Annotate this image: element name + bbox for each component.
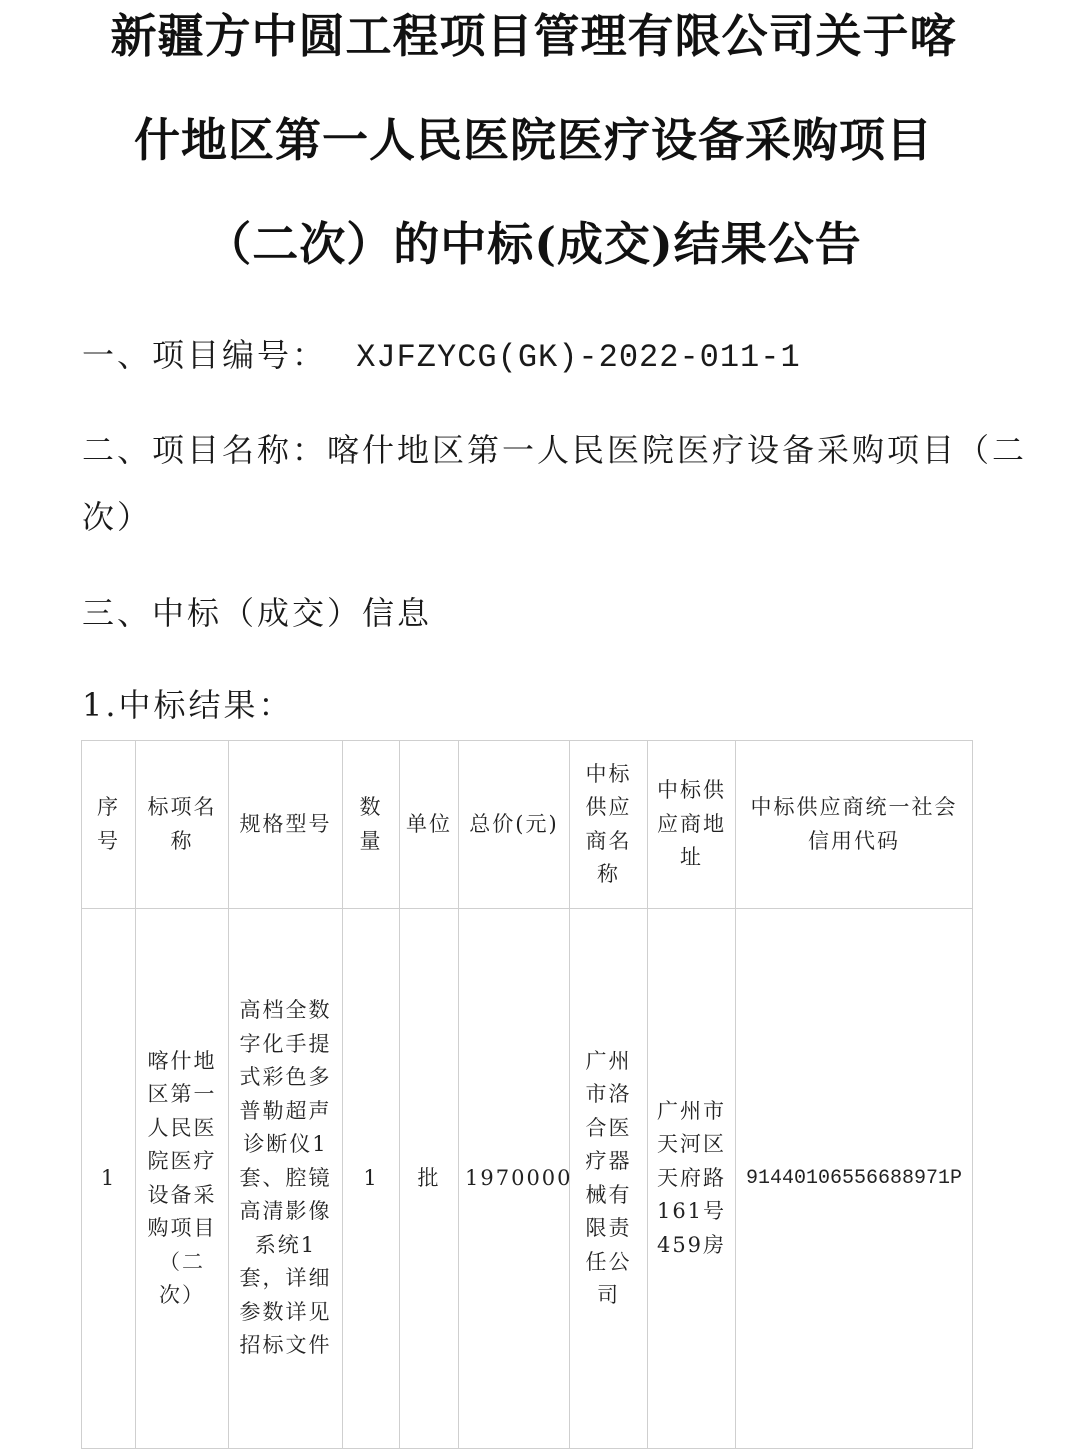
title-line-2: 什地区第一人民医院医疗设备采购项目 [134,113,933,167]
project-name-value-line-1: 喀什地区第一人民医院医疗设备采购项目（二 [327,431,1028,469]
project-name-continuation [82,492,152,538]
header-supplier-name: 中标供应商名称 [570,741,648,909]
announcement-title [0,0,1067,312]
header-index: 序号 [82,741,136,909]
header-total-price: 总价(元) [459,741,570,909]
cell-index: 1 [82,909,136,1449]
project-name-label: 二、项目名称： [82,431,328,469]
header-quantity: 数量 [343,741,400,909]
table-header-row [82,741,973,909]
cell-supplier-address: 广州市天河区天府路161号459房 [648,909,736,1449]
header-item-name: 标项名称 [136,741,229,909]
header-spec: 规格型号 [229,741,343,909]
cell-supplier-name: 广州市洛合医疗器械有限责任公司 [570,909,648,1449]
project-name-value-line-2: 次） [82,498,153,536]
title-line-3: （二次）的中标(成交)结果公告 [205,217,862,271]
project-name-row [82,425,1027,471]
project-number-value: XJFZYCG(GK)-2022-011-1 [356,339,801,376]
cell-quantity: 1 [343,909,400,1449]
title-line-1: 新疆方中圆工程项目管理有限公司关于喀 [110,9,957,63]
award-info-heading [82,588,432,634]
cell-unit: 批 [400,909,459,1449]
project-number-row [82,330,801,376]
cell-item-name: 喀什地区第一人民医院医疗设备采购项目（二次） [136,909,229,1449]
header-credit-code: 中标供应商统一社会信用代码 [736,741,973,909]
cell-spec: 高档全数字化手提式彩色多普勒超声诊断仪1套、腔镜高清影像系统1套，详细参数详见招标文件 [229,909,343,1449]
award-result-heading [82,680,294,726]
header-unit: 单位 [400,741,459,909]
award-result-label: 1.中标结果： [82,686,294,724]
project-number-label: 一、项目编号： [82,336,328,374]
table-row [82,909,973,1449]
cell-credit-code: 91440106556688971P [736,909,973,1449]
award-result-table [81,740,973,1449]
cell-total-price: 1970000 [459,909,570,1449]
header-supplier-address: 中标供应商地址 [648,741,736,909]
award-info-label: 三、中标（成交）信息 [82,594,433,632]
